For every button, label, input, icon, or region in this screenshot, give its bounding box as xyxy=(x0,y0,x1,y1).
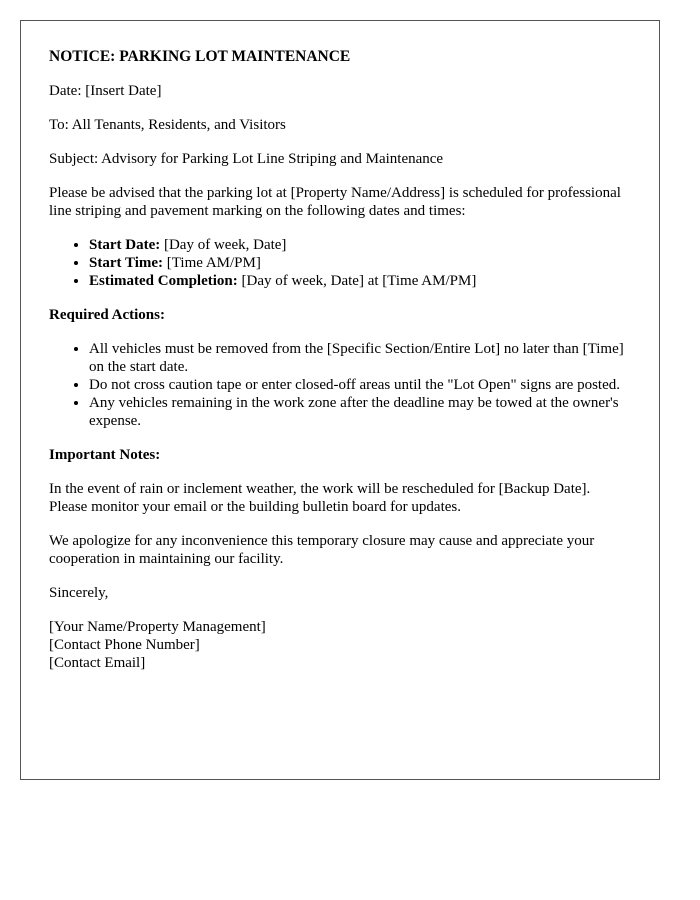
date-line: Date: [Insert Date] xyxy=(49,83,162,99)
required-actions-heading: Required Actions: xyxy=(49,307,165,323)
list-item: • Do not cross caution tape or enter closed-off areas until the "Lot Open" signs are posted. xyxy=(89,376,631,394)
schedule-value: [Day of week, Date] xyxy=(160,237,287,253)
notice-title: NOTICE: PARKING LOT MAINTENANCE xyxy=(49,48,351,65)
signature-block xyxy=(49,618,631,672)
schedule-label: Estimated Completion: xyxy=(89,273,238,289)
schedule-list xyxy=(49,236,631,290)
notes-paragraph: In the event of rain or inclement weather, the work will be rescheduled for [Backup Date]. Please monitor your email or the building bulletin board for updates. xyxy=(49,481,591,515)
intro-paragraph: Please be advised that the parking lot at [Property Name/Address] is scheduled for professional line striping and pavement marking on the following dates and times: xyxy=(49,185,621,219)
apology-paragraph: We apologize for any inconvenience this temporary closure may cause and appreciate your cooperation in maintaining our facility. xyxy=(49,533,595,567)
schedule-label: Start Date: xyxy=(89,237,161,253)
closing-line: Sincerely, xyxy=(49,585,109,601)
signature-email: [Contact Email] xyxy=(49,655,146,671)
required-actions-list xyxy=(49,340,631,430)
important-notes-heading: Important Notes: xyxy=(49,447,161,463)
schedule-item-start-time xyxy=(89,254,631,272)
list-item: • Any vehicles remaining in the work zone after the deadline may be towed at the owner's expense. xyxy=(89,394,631,430)
signature-phone: [Contact Phone Number] xyxy=(49,637,200,653)
signature-name: [Your Name/Property Management] xyxy=(49,619,266,635)
schedule-item-completion xyxy=(89,272,631,290)
to-line: To: All Tenants, Residents, and Visitors xyxy=(49,117,286,133)
schedule-item-start-date xyxy=(89,236,631,254)
schedule-value: [Day of week, Date] at [Time AM/PM] xyxy=(237,273,477,289)
schedule-label: Start Time: xyxy=(89,255,164,271)
list-item: • All vehicles must be removed from the [Specific Section/Entire Lot] no later than [Time] on the start date. xyxy=(89,340,631,376)
notice-document xyxy=(20,20,660,780)
subject-line: Subject: Advisory for Parking Lot Line Striping and Maintenance xyxy=(49,151,444,167)
schedule-value: [Time AM/PM] xyxy=(163,255,261,271)
